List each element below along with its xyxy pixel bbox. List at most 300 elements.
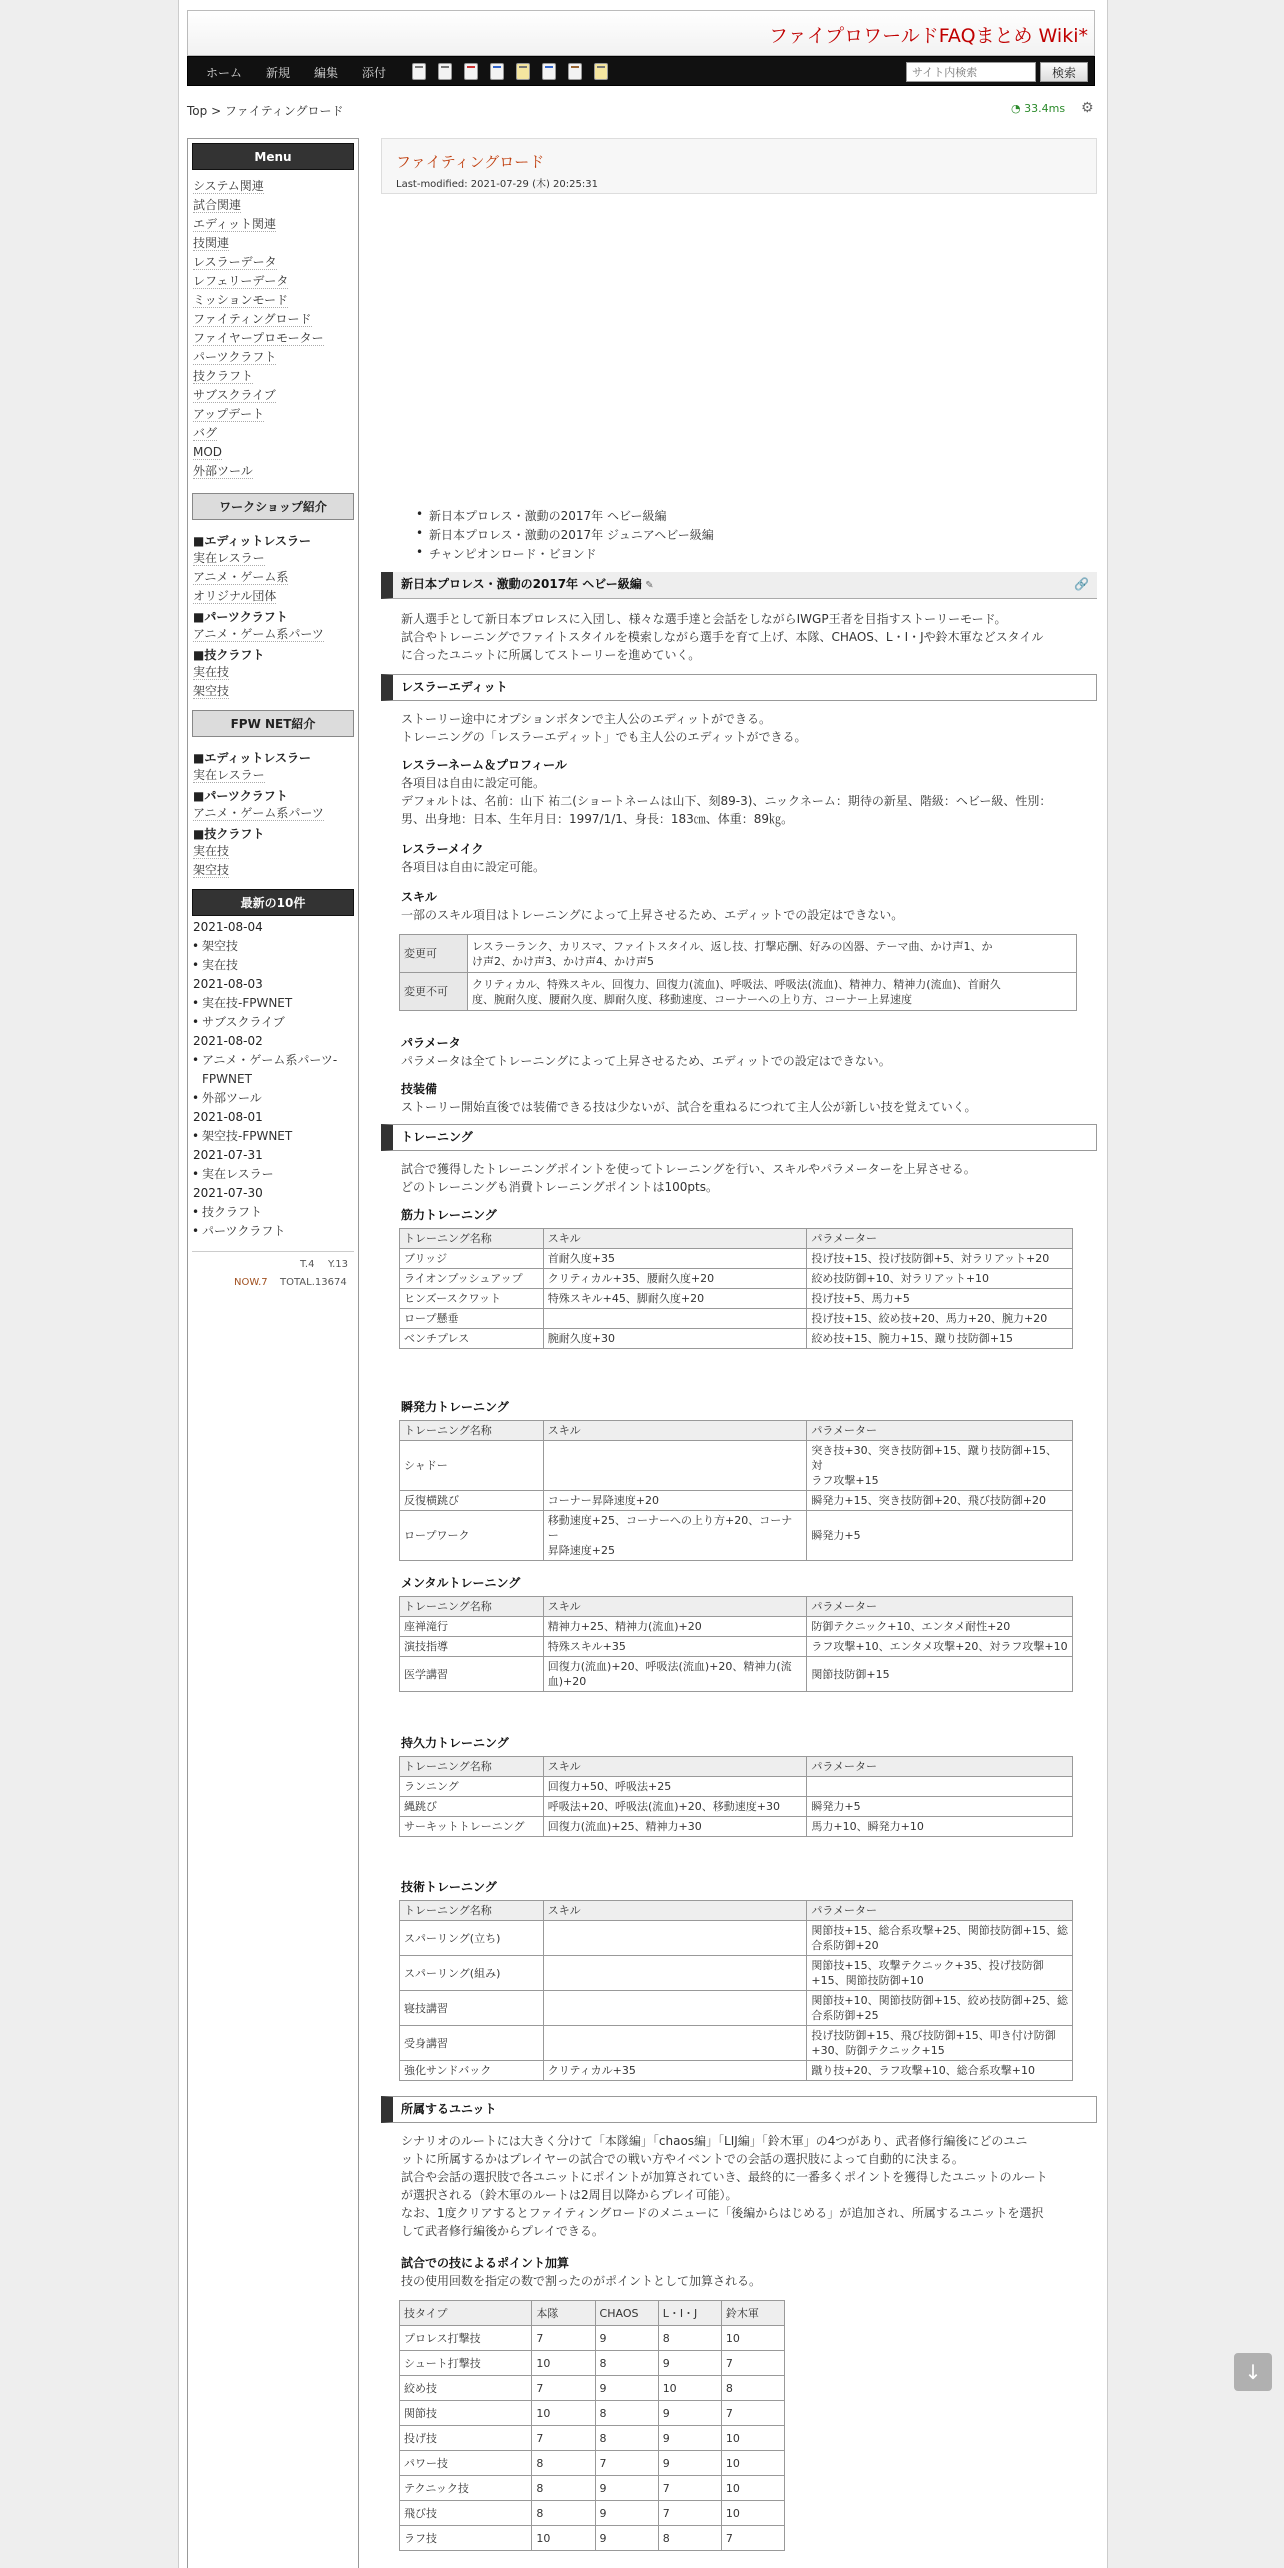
table-cell: 9 <box>658 2426 721 2451</box>
sidebar-item[interactable]: 技関連 <box>193 236 230 250</box>
table-cell <box>543 1309 807 1329</box>
page-tool-icon[interactable] <box>438 63 452 80</box>
sidebar-fpwnet-heading: FPW NET紹介 <box>192 710 354 737</box>
sidebar-category: ■技クラフト <box>193 648 265 662</box>
counter-today: T.4 <box>300 1259 315 1270</box>
table-cell: 10 <box>532 2526 595 2551</box>
table-cell: 8 <box>658 2526 721 2551</box>
skill-table <box>399 934 1077 1011</box>
sidebar-item[interactable]: ミッションモード <box>193 293 289 307</box>
section-heading: 所属するユニット <box>381 2096 1097 2123</box>
page-tool-icon[interactable] <box>542 63 556 80</box>
sidebar-item[interactable]: レフェリーデータ <box>193 274 289 288</box>
table-header-cell: スキル <box>543 1421 807 1441</box>
table-cell: 飛び技 <box>400 2501 532 2526</box>
table-cell <box>807 1441 1073 1491</box>
table-row <box>400 1491 1073 1511</box>
cell-line: +30、防御テクニック+15 <box>811 2044 945 2057</box>
paragraph: 一部のスキル項目はトレーニングによって上昇させるため、エディットでの設定はできない。 <box>401 908 904 922</box>
cell-line: 投げ技+5、馬力+5 <box>811 1292 910 1305</box>
table-cell <box>543 1777 807 1797</box>
table-cell: シャドー <box>400 1441 544 1491</box>
table-cell: 投げ技 <box>400 2426 532 2451</box>
paragraph: して武者修行編後からプレイできる。 <box>401 2224 604 2238</box>
sidebar-recent-heading: 最新の10件 <box>192 889 354 916</box>
table-cell: 絞め技 <box>400 2376 532 2401</box>
counter-now: NOW.7 <box>234 1277 268 1288</box>
cell-line: 昇降速度+25 <box>547 1544 615 1557</box>
table-row <box>400 1329 1073 1349</box>
table-cell <box>543 1657 807 1692</box>
table-cell: 9 <box>595 2476 658 2501</box>
sidebar-workshop-heading: ワークショップ紹介 <box>192 493 354 520</box>
paragraph: 試合や会話の選択肢で各ユニットにポイントが加算されていき、最終的に一番多くポイントを獲得したユニットのルート <box>401 2170 1048 2184</box>
paragraph: 男、出身地：日本、生年月日：1997/1/1、身長：183㎝、体重：89㎏。 <box>401 812 794 826</box>
sidebar-item[interactable]: 試合関連 <box>193 198 242 212</box>
table-cell <box>807 1797 1073 1817</box>
table-cell <box>543 1991 807 2026</box>
table-cell <box>807 1309 1073 1329</box>
sidebar-item[interactable]: オリジナル団体 <box>193 589 277 603</box>
cell-line: 突き技+30、突き技防御+15、蹴り技防御+15、対 <box>811 1444 1058 1472</box>
sidebar-item[interactable]: 外部ツール <box>193 464 253 478</box>
table-row <box>400 2476 785 2501</box>
paragraph: なお、1度クリアするとファイティングロードのメニューに「後編からはじめる」が追加され、所属するユニットを選択 <box>401 2206 1044 2220</box>
table-row <box>400 1309 1073 1329</box>
cell-line: コーナー昇降速度+20 <box>547 1494 659 1507</box>
table-header-cell: パラメーター <box>807 1229 1073 1249</box>
nav-new[interactable]: 新規 <box>266 66 291 80</box>
cell-line: クリティカル+35、腰耐久度+20 <box>547 1272 715 1285</box>
table-cell <box>543 1797 807 1817</box>
table-header-cell: スキル <box>543 1757 807 1777</box>
table-cell <box>807 1491 1073 1511</box>
table-cell <box>543 1491 807 1511</box>
cell-line: 蹴り技+20、ラフ攻撃+10、総合系攻撃+10 <box>811 2064 1036 2077</box>
table-cell: 9 <box>595 2526 658 2551</box>
table-cell <box>543 1441 807 1491</box>
table-cell <box>543 1511 807 1561</box>
page-tool-icon[interactable] <box>568 63 582 80</box>
cell-line: +15、関節技防御+10 <box>811 1974 924 1987</box>
table-cell: 7 <box>658 2501 721 2526</box>
paragraph: に合ったユニットに所属してストーリーを進めていく。 <box>401 648 701 662</box>
site-header <box>187 10 1095 56</box>
table-cell <box>807 1921 1073 1956</box>
sidebar-item[interactable]: 実在レスラー <box>193 551 265 565</box>
table-cell: 8 <box>532 2476 595 2501</box>
table-cell <box>543 1249 807 1269</box>
table-cell <box>543 1289 807 1309</box>
sidebar-item[interactable]: レスラーデータ <box>193 255 277 269</box>
table-cell: ランニング <box>400 1777 544 1797</box>
subheading: 技装備 <box>401 1082 438 1096</box>
section-heading: トレーニング <box>381 1124 1097 1151</box>
subheading: 筋力トレーニング <box>401 1208 497 1222</box>
sidebar-category: ■エディットレスラー <box>193 751 312 765</box>
table-cell: 9 <box>658 2401 721 2426</box>
sidebar-menu-heading: Menu <box>192 143 354 170</box>
table-row <box>400 2526 785 2551</box>
table-cell <box>807 1817 1073 1837</box>
paragraph: ットに所属するかはプレイヤーの試合での戦い方やイベントでの会話の選択肢によって自動的に決まる。 <box>401 2152 964 2166</box>
table-cell <box>807 2061 1073 2081</box>
table-cell: 10 <box>721 2476 784 2501</box>
cell-line: 瞬発力+5 <box>811 1529 861 1542</box>
table-cell: 演技指導 <box>400 1637 544 1657</box>
cell-line: クリティカル、特殊スキル、回復力、回復力(流血)、呼吸法、呼吸法(流血)、精神力、精神力(流血)、首耐久 <box>472 977 1001 991</box>
section-heading: レスラーエディット <box>381 674 1097 701</box>
table-cell: 寝技講習 <box>400 1991 544 2026</box>
table-cell <box>543 1956 807 1991</box>
sidebar-item[interactable]: エディット関連 <box>193 217 277 231</box>
site-title[interactable]: ファイプロワールドFAQまとめ Wiki* <box>769 25 1088 47</box>
table-row <box>400 1637 1073 1657</box>
cell-line: 関節技+15、攻撃テクニック+35、投げ技防御 <box>811 1959 1044 1972</box>
sidebar-item[interactable]: ファイヤープロモーター <box>193 331 324 345</box>
table-cell <box>807 1637 1073 1657</box>
paragraph: 各項目は自由に設定可能。 <box>401 860 546 874</box>
table-row <box>400 1269 1073 1289</box>
sidebar-item[interactable]: システム関連 <box>193 179 264 193</box>
toc-item[interactable]: • 新日本プロレス・激動の2017年 ヘビー級編 <box>429 507 667 524</box>
scroll-down-button[interactable] <box>1234 2353 1272 2391</box>
table-cell: 座禅滝行 <box>400 1617 544 1637</box>
page-tool-icon[interactable] <box>412 63 426 80</box>
table-cell: 7 <box>721 2526 784 2551</box>
subheading: 持久力トレーニング <box>401 1736 509 1750</box>
subheading: 瞬発力トレーニング <box>401 1400 509 1414</box>
cell-line: クリティカル+35 <box>547 2064 636 2077</box>
sidebar-category: ■パーツクラフト <box>193 610 288 624</box>
recent-date: 2021-08-04 <box>193 920 263 934</box>
table-row <box>400 1921 1073 1956</box>
table-header-row <box>400 1229 1073 1249</box>
table-header-row <box>400 1421 1073 1441</box>
table-cell: 7 <box>532 2376 595 2401</box>
table-cell: 強化サンドバック <box>400 2061 544 2081</box>
table-cell: 7 <box>532 2426 595 2451</box>
table-row <box>400 1617 1073 1637</box>
cell-line: 投げ技防御+15、飛び技防御+15、叩き付け防御 <box>811 2029 1056 2042</box>
sidebar-divider <box>192 1251 354 1252</box>
table-cell: 7 <box>595 2451 658 2476</box>
recent-date: 2021-08-02 <box>193 1034 263 1048</box>
table-cell: 関節技 <box>400 2401 532 2426</box>
sidebar-item[interactable]: サブスクライブ <box>193 388 276 402</box>
recent-date: 2021-07-30 <box>193 1186 263 1200</box>
cell-line: 合系防御+25 <box>811 2009 879 2022</box>
cell-line: 回復力(流血)+20、呼吸法(流血)+20、精神力(流 <box>547 1660 792 1673</box>
table-cell: 10 <box>532 2351 595 2376</box>
table-cell <box>807 1249 1073 1269</box>
table-cell: ロープワーク <box>400 1511 544 1561</box>
table-header-cell: パラメーター <box>807 1901 1073 1921</box>
training-table <box>399 1596 1073 1692</box>
table-cell: 変更不可 <box>400 973 468 1011</box>
subheading: スキル <box>401 890 437 904</box>
speed-icon: ◔ <box>1011 102 1025 115</box>
nav-edit[interactable]: 編集 <box>314 66 339 80</box>
page-title[interactable]: ファイティングロード <box>396 153 545 171</box>
table-row <box>400 1657 1073 1692</box>
cell-line: 投げ技+15、絞め技+20、馬力+20、腕力+20 <box>811 1312 1048 1325</box>
paragraph: 新人選手として新日本プロレスに入団し、様々な選手達と会話をしながらIWGP王者を目指すストーリーモード。 <box>401 612 1007 626</box>
table-cell: スパーリング(組み) <box>400 1956 544 1991</box>
table-row <box>400 1441 1073 1491</box>
table-row <box>400 1511 1073 1561</box>
sidebar-item[interactable]: 実在技 <box>193 665 230 679</box>
table-cell <box>543 2026 807 2061</box>
table-cell <box>468 935 1077 973</box>
sidebar-item[interactable]: パーツクラフト <box>193 350 277 364</box>
table-cell: 10 <box>721 2326 784 2351</box>
cell-line: 瞬発力+5 <box>811 1800 861 1813</box>
cell-line: 呼吸法+20、呼吸法(流血)+20、移動速度+30 <box>547 1800 780 1813</box>
page-tool-icon[interactable] <box>594 63 608 80</box>
search-input[interactable] <box>906 62 1036 82</box>
recent-date: 2021-08-03 <box>193 977 263 991</box>
cell-line: 特殊スキル+35 <box>547 1640 626 1653</box>
subheading: レスラーメイク <box>401 842 484 856</box>
gear-icon[interactable]: ⚙ <box>1081 100 1094 116</box>
cell-line: 度、腕耐久度、腰耐久度、脚耐久度、移動速度、コーナーへの上り方、コーナー上昇速度 <box>472 992 912 1006</box>
table-row <box>400 2026 1073 2061</box>
subheading: レスラーネーム＆プロフィール <box>401 758 567 772</box>
subheading: メンタルトレーニング <box>401 1576 521 1590</box>
sidebar <box>187 138 359 2568</box>
sidebar-item[interactable]: アニメ・ゲーム系 <box>193 570 289 584</box>
paragraph: ストーリー開始直後では装備できる技は少ないが、試合を重ねるにつれて主人公が新しい技を覚えていく。 <box>401 1100 977 1114</box>
table-cell: パワー技 <box>400 2451 532 2476</box>
paragraph: が選択される（鈴木軍のルートは2周目以降からプレイ可能）。 <box>401 2188 738 2202</box>
table-cell <box>468 973 1077 1011</box>
table-cell: 9 <box>658 2351 721 2376</box>
table-cell: シュート打撃技 <box>400 2351 532 2376</box>
table-cell: ベンチプレス <box>400 1329 544 1349</box>
sidebar-item[interactable]: アニメ・ゲーム系パーツ <box>193 806 324 820</box>
cell-line: 馬力+10、瞬発力+10 <box>811 1820 924 1833</box>
table-cell: 10 <box>532 2401 595 2426</box>
cell-line: 特殊スキル+45、脚耐久度+20 <box>547 1292 705 1305</box>
training-table <box>399 1420 1073 1561</box>
cell-line: 関節技+10、関節技防御+15、絞め技防御+25、総 <box>811 1994 1069 2007</box>
table-cell: テクニック技 <box>400 2476 532 2501</box>
table-cell: 10 <box>721 2426 784 2451</box>
cell-line: 関節技+15、総合系攻撃+25、関節技防御+15、総 <box>811 1924 1069 1937</box>
table-header-cell: 技タイプ <box>400 2301 532 2326</box>
table-header-cell: 本隊 <box>532 2301 595 2326</box>
section-heading-text: 新日本プロレス・激動の2017年 ヘビー級編 <box>401 577 642 591</box>
cell-line: 回復力(流血)+25、精神力+30 <box>547 1820 702 1833</box>
cell-line: 合系防御+20 <box>811 1939 879 1952</box>
table-cell <box>543 1921 807 1956</box>
sidebar-category: ■パーツクラフト <box>193 789 288 803</box>
table-cell: 9 <box>595 2376 658 2401</box>
table-cell: 8 <box>595 2426 658 2451</box>
cell-line: 移動速度+25、コーナーへの上り方+20、コーナー <box>547 1514 793 1542</box>
table-header-row <box>400 2301 785 2326</box>
table-cell <box>543 2061 807 2081</box>
lock-icon[interactable] <box>516 63 530 80</box>
subheading: 技術トレーニング <box>401 1880 497 1894</box>
last-modified: Last-modified: 2021-07-29 (木) 20:25:31 <box>396 179 598 190</box>
table-cell <box>807 1617 1073 1637</box>
nav-attach[interactable]: 添付 <box>362 66 387 80</box>
search-button[interactable]: 検索 <box>1040 62 1088 82</box>
cell-line: 首耐久度+35 <box>547 1252 615 1265</box>
page-container <box>178 0 1108 2568</box>
sidebar-item[interactable]: バグ <box>193 426 218 440</box>
table-cell <box>807 1991 1073 2026</box>
paragraph: トレーニングの「レスラーエディット」でも主人公のエディットができる。 <box>401 730 807 744</box>
sidebar-category: ■エディットレスラー <box>193 534 312 548</box>
table-header-cell: 鈴木軍 <box>721 2301 784 2326</box>
table-cell <box>807 1289 1073 1309</box>
table-header-cell: トレーニング名称 <box>400 1421 544 1441</box>
recent-date: 2021-07-31 <box>193 1148 263 1162</box>
table-cell: 10 <box>721 2501 784 2526</box>
table-cell <box>807 1956 1073 1991</box>
cell-line: レスラーランク、カリスマ、ファイトスタイル、返し技、打撃応酬、好みの凶器、テーマ曲、かけ声1、か <box>472 939 993 953</box>
table-row <box>400 1956 1073 1991</box>
recent-item[interactable]: • 実在技 <box>202 956 238 975</box>
table-row <box>400 2326 785 2351</box>
cell-line: 腕耐久度+30 <box>547 1332 615 1345</box>
table-cell <box>807 1269 1073 1289</box>
table-cell: 医学講習 <box>400 1657 544 1692</box>
paragraph: パラメータは全てトレーニングによって上昇させるため、エディットでの設定はできない。 <box>401 1054 891 1068</box>
table-cell: 8 <box>658 2326 721 2351</box>
sidebar-item[interactable]: 技クラフト <box>193 369 254 383</box>
toc-item[interactable]: • チャンピオンロード・ビヨンド <box>429 545 597 562</box>
counter-total: TOTAL.13674 <box>280 1277 347 1288</box>
recent-item[interactable]: • 外部ツール <box>202 1089 262 1108</box>
edit-icon[interactable]: ✎ <box>641 580 654 591</box>
sidebar-item[interactable]: アニメ・ゲーム系パーツ <box>193 627 324 641</box>
table-row <box>400 935 1077 973</box>
recent-item[interactable]: • 架空技-FPWNET <box>202 1127 292 1146</box>
cell-line: 瞬発力+15、突き技防御+20、飛び技防御+20 <box>811 1494 1047 1507</box>
breadcrumb[interactable]: Top > ファイティングロード <box>187 104 344 118</box>
nav-bar <box>187 56 1095 86</box>
table-cell: 7 <box>532 2326 595 2351</box>
table-header-cell: パラメーター <box>807 1421 1073 1441</box>
recent-item[interactable]: • 技クラフト <box>202 1203 262 1222</box>
sidebar-item[interactable]: 実在技 <box>193 844 230 858</box>
table-row <box>400 1797 1073 1817</box>
table-cell: 9 <box>595 2501 658 2526</box>
table-cell: 8 <box>532 2451 595 2476</box>
paragraph: ストーリー途中にオプションボタンで主人公のエディットができる。 <box>401 712 771 726</box>
table-header-cell: スキル <box>543 1229 807 1249</box>
table-cell: ラフ技 <box>400 2526 532 2551</box>
cell-line: ラフ攻撃+10、エンタメ攻撃+20、対ラフ攻撃+10 <box>811 1640 1068 1653</box>
recent-item[interactable]: • パーツクラフト <box>202 1222 285 1241</box>
table-header-cell: トレーニング名称 <box>400 1901 544 1921</box>
nav-home[interactable]: ホーム <box>206 66 243 80</box>
table-cell: 縄跳び <box>400 1797 544 1817</box>
page-header <box>381 138 1097 194</box>
table-header-row <box>400 1597 1073 1617</box>
table-cell: ブリッジ <box>400 1249 544 1269</box>
page-tool-icon[interactable] <box>464 63 478 80</box>
table-cell: 8 <box>532 2501 595 2526</box>
cell-line: 絞め技防御+10、対ラリアット+10 <box>811 1272 990 1285</box>
table-cell: ヒンズースクワット <box>400 1289 544 1309</box>
anchor-link-icon[interactable]: 🔗 <box>1074 577 1089 591</box>
table-cell <box>807 2026 1073 2061</box>
sidebar-item[interactable]: 架空技 <box>193 684 230 698</box>
table-cell: ライオンプッシュアップ <box>400 1269 544 1289</box>
table-cell: 10 <box>721 2451 784 2476</box>
table-cell: 受身講習 <box>400 2026 544 2061</box>
page-tool-icon[interactable] <box>490 63 504 80</box>
table-header-cell: パラメーター <box>807 1597 1073 1617</box>
cell-line: 血)+20 <box>547 1675 587 1688</box>
load-time <box>1011 102 1065 115</box>
table-row <box>400 1991 1073 2026</box>
sidebar-item[interactable]: 実在レスラー <box>193 768 265 782</box>
recent-item[interactable]: • 架空技 <box>202 937 238 956</box>
table-header-cell: スキル <box>543 1597 807 1617</box>
table-cell: サーキットトレーニング <box>400 1817 544 1837</box>
table-row <box>400 2451 785 2476</box>
arrow-down-icon: ↓ <box>1244 2360 1262 2384</box>
table-cell <box>807 1657 1073 1692</box>
table-header-cell: CHAOS <box>595 2301 658 2326</box>
load-time-value: 33.4ms <box>1024 102 1066 115</box>
sidebar-item[interactable]: 架空技 <box>193 863 230 877</box>
table-header-cell: トレーニング名称 <box>400 1597 544 1617</box>
table-row <box>400 2376 785 2401</box>
sidebar-item[interactable]: アップデート <box>193 407 265 421</box>
recent-item[interactable]: • 実在レスラー <box>202 1165 274 1184</box>
recent-item[interactable]: • サブスクライブ <box>202 1013 285 1032</box>
table-cell: 9 <box>595 2326 658 2351</box>
table-cell: 8 <box>721 2376 784 2401</box>
table-row <box>400 1249 1073 1269</box>
recent-item[interactable]: • アニメ・ゲーム系パーツ-FPWNET <box>202 1051 362 1089</box>
cell-line: 回復力+50、呼吸法+25 <box>547 1780 672 1793</box>
subheading: パラメータ <box>401 1036 461 1050</box>
paragraph: 技の使用回数を指定の数で割ったのがポイントとして加算される。 <box>401 2274 762 2288</box>
paragraph: シナリオのルートには大きく分けて「本隊編」「chaos編」「LIJ編」「鈴木軍」の4つがあり、武者修行編後にどのユニ <box>401 2134 1028 2148</box>
table-cell <box>543 1637 807 1657</box>
cell-line: ラフ攻撃+15 <box>811 1474 879 1487</box>
table-cell: 8 <box>595 2401 658 2426</box>
table-cell: 7 <box>658 2476 721 2501</box>
table-header-cell: スキル <box>543 1901 807 1921</box>
cell-line: 精神力+25、精神力(流血)+20 <box>547 1620 702 1633</box>
table-cell: プロレス打撃技 <box>400 2326 532 2351</box>
sidebar-item[interactable]: ファイティングロード <box>193 312 312 326</box>
table-cell: 変更可 <box>400 935 468 973</box>
table-row <box>400 2426 785 2451</box>
table-cell: 反復横跳び <box>400 1491 544 1511</box>
training-table <box>399 1900 1073 2081</box>
training-table <box>399 1756 1073 1837</box>
table-row <box>400 2061 1073 2081</box>
recent-item[interactable]: • 実在技-FPWNET <box>202 994 292 1013</box>
training-table <box>399 1228 1073 1349</box>
table-row <box>400 1289 1073 1309</box>
sidebar-item[interactable]: MOD <box>193 445 223 459</box>
table-row <box>400 1777 1073 1797</box>
table-cell: 7 <box>721 2351 784 2376</box>
points-table <box>399 2300 785 2551</box>
toc-item[interactable]: • 新日本プロレス・激動の2017年 ジュニアヘビー級編 <box>429 526 714 543</box>
